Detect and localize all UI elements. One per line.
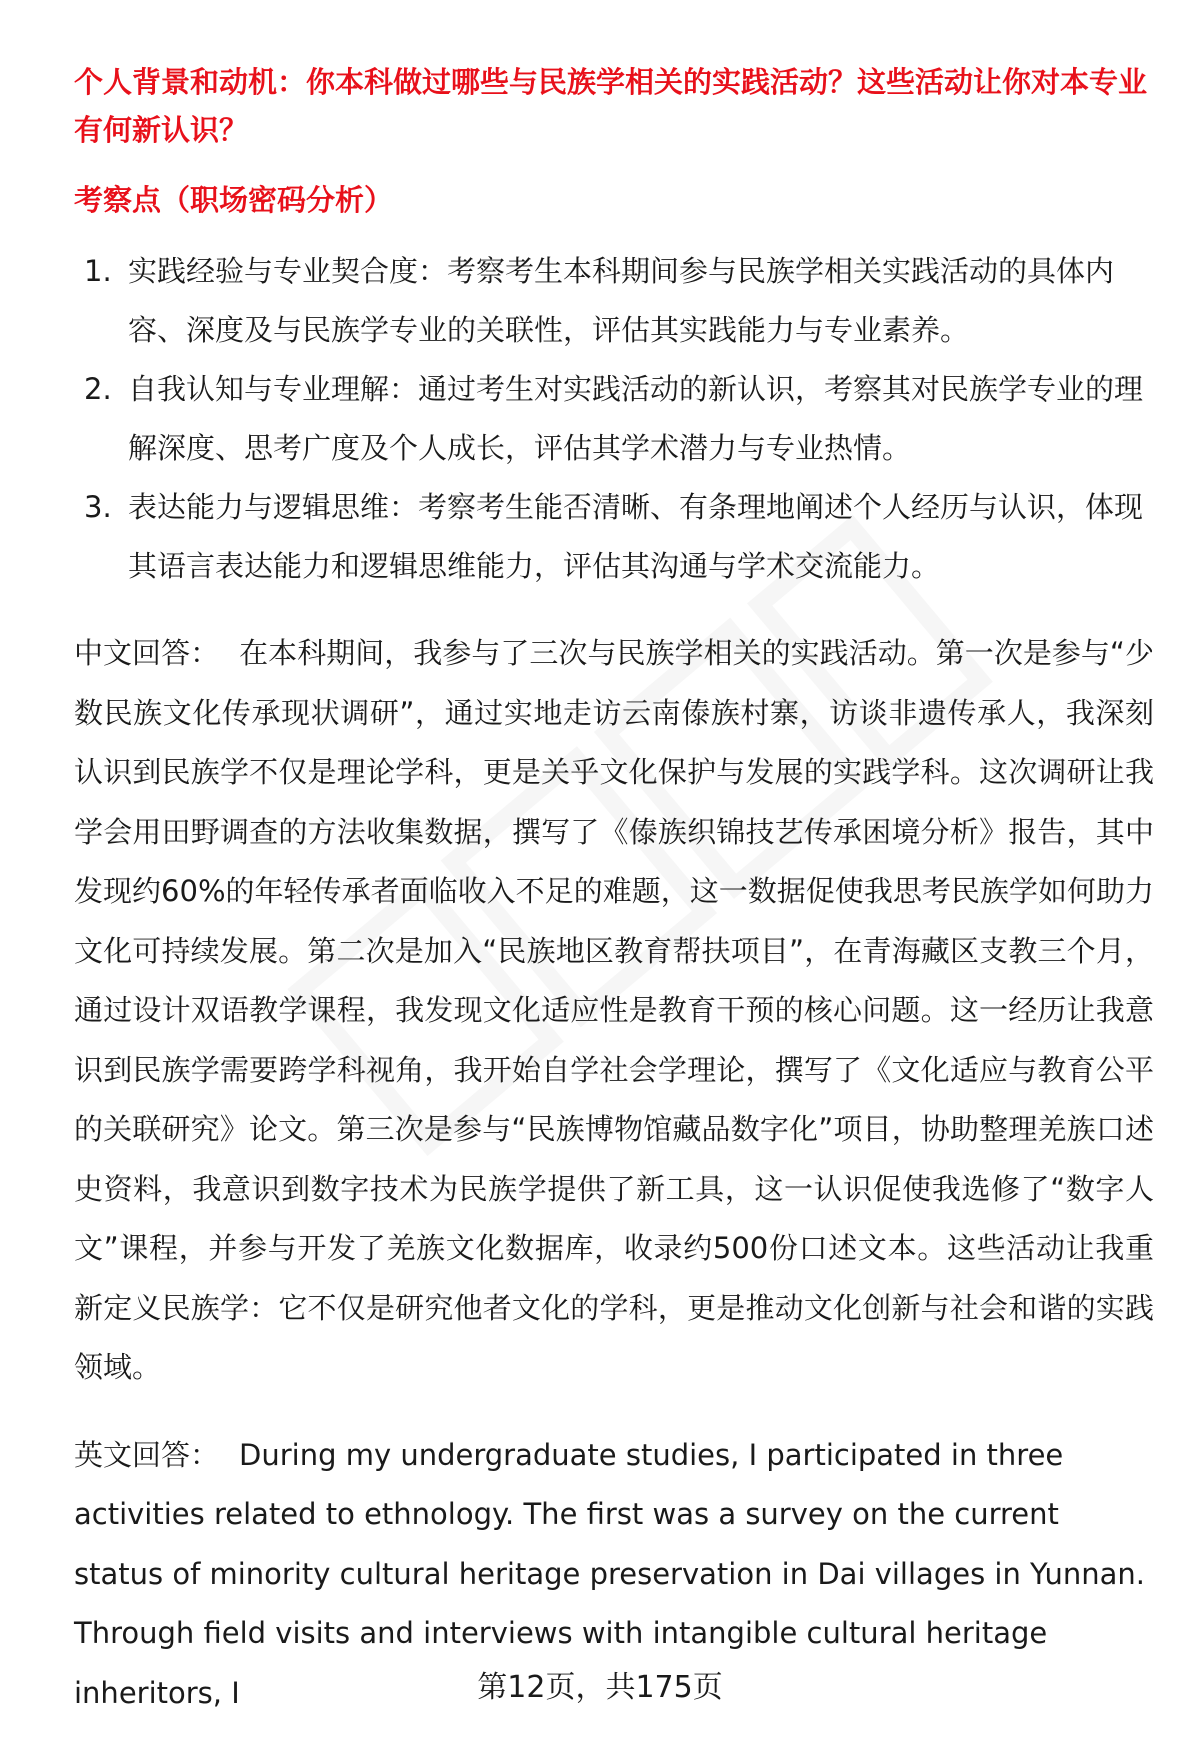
english-answer-text: During my undergraduate studies, I participated in three activities related to ethnology. The first was a survey on the current status of minority cultural heritage preservation in Dai villages in Yunnan. Through field visits and interviews with intangible cultural heritage inheritors, I — [74, 1437, 1145, 1710]
question-heading: 个人背景和动机：你本科做过哪些与民族学相关的实践活动？这些活动让你对本专业有何新认识？ — [74, 65, 1148, 147]
list-item-number: 3. — [84, 490, 112, 524]
list-item-text: 实践经验与专业契合度：考察考生本科期间参与民族学相关实践活动的具体内容、深度及与民族学专业的关联性，评估其实践能力与专业素养。 — [128, 254, 1115, 347]
document-content — [74, 58, 1154, 1723]
list-item — [74, 242, 1154, 360]
chinese-answer-label: 中文回答： — [74, 636, 220, 670]
list-item-number: 1. — [84, 254, 112, 288]
list-item-text: 自我认知与专业理解：通过考生对实践活动的新认识，考察其对民族学专业的理解深度、思考广度及个人成长，评估其学术潜力与专业热情。 — [128, 372, 1144, 465]
list-item-number: 2. — [84, 372, 112, 406]
section-title: 考察点（职场密码分析） — [74, 183, 394, 217]
assessment-points-list — [74, 242, 1154, 596]
list-item-text: 表达能力与逻辑思维：考察考生能否清晰、有条理地阐述个人经历与认识，体现其语言表达能力和逻辑思维能力，评估其沟通与学术交流能力。 — [128, 490, 1144, 583]
chinese-answer — [74, 624, 1154, 1398]
english-answer-label: 英文回答： — [74, 1437, 220, 1472]
list-item — [74, 478, 1154, 596]
chinese-answer-text: 在本科期间，我参与了三次与民族学相关的实践活动。第一次是参与“少数民族文化传承现状调研”，通过实地走访云南傣族村寨，访谈非遗传承人，我深刻认识到民族学不仅是理论学科，更是关乎文化保护与发展的实践学科。这次调研让我学会用田野调查的方法收集数据，撰写了《傣族织锦技艺传承困境分析》报告，其中发现约60%的年轻传承者面临收入不足的难题，这一数据促使我思考民族学如何助力文化可持续发展。第二次是加入“民族地区教育帮扶项目”，在青海藏区支教三个月，通过设计双语教学课程，我发现文化适应性是教育干预的核心问题。这一经历让我意识到民族学需要跨学科视角，我开始自学社会学理论，撰写了《文化适应与教育公平的关联研究》论文。第三次是参与“民族博物馆藏品数字化”项目，协助整理羌族口述史资料，我意识到数字技术为民族学提供了新工具，这一认识促使我选修了“数字人文”课程，并参与开发了羌族文化数据库，收录约500份口述文本。这些活动让我重新定义民族学：它不仅是研究他者文化的学科，更是推动文化创新与社会和谐的实践领域。 — [74, 636, 1154, 1384]
page-number-footer: 第12页，共175页 — [477, 1670, 723, 1705]
list-item — [74, 360, 1154, 478]
